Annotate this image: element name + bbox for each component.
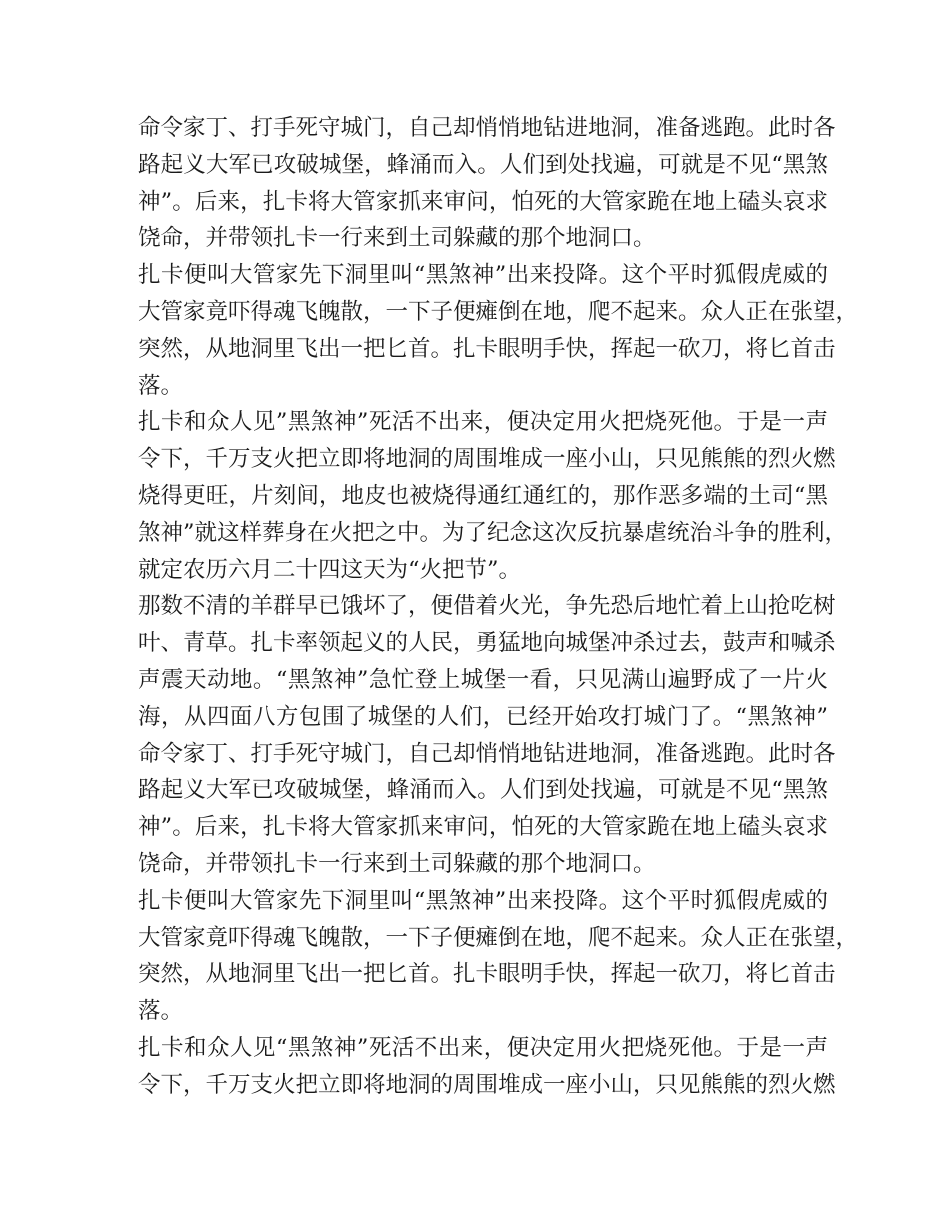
text-line: 煞神”就这样葬身在火把之中。为了纪念这次反抗暴虐统治斗争的胜利， (138, 519, 848, 546)
text-line: 令下，千万支火把立即将地洞的周围堆成一座小山，只见熊熊的烈火燃 (138, 446, 836, 473)
text-line: 扎卡便叫大管家先下洞里叫“黑煞神”出来投降。这个平时狐假虎威的 (138, 887, 828, 914)
text-line: 声震天动地。“黑煞神”急忙登上城堡一看，只见满山遍野成了一片火 (138, 666, 828, 693)
text-line: 命令家丁、打手死守城门，自己却悄悄地钻进地洞，准备逃跑。此时各 (138, 115, 836, 141)
document-body (138, 110, 859, 1104)
text-line: 大管家竟吓得魂飞魄散，一下子便瘫倒在地，爬不起来。众人正在张望， (138, 298, 859, 325)
text-line: 扎卡便叫大管家先下洞里叫“黑煞神”出来投降。这个平时狐假虎威的 (138, 262, 828, 289)
text-line: 那数不清的羊群早已饿坏了，便借着火光，争先恐后地忙着上山抢吃树 (138, 593, 836, 620)
text-line: 海，从四面八方包围了城堡的人们，已经开始攻打城门了。“黑煞神” (138, 703, 828, 730)
text-line: 叶、青草。扎卡率领起义的人民，勇猛地向城堡冲杀过去，鼓声和喊杀 (138, 630, 836, 657)
text-line: 饶命，并带领扎卡一行来到土司躲藏的那个地洞口。 (138, 225, 656, 252)
text-line: 突然，从地洞里飞出一把匕首。扎卡眼明手快，挥起一砍刀，将匕首击 (138, 961, 836, 988)
text-line: 命令家丁、打手死守城门，自己却悄悄地钻进地洞，准备逃跑。此时各 (138, 740, 836, 767)
text-line: 令下，千万支火把立即将地洞的周围堆成一座小山，只见熊熊的烈火燃 (138, 1071, 836, 1098)
text-line: 扎卡和众人见”黑煞神”死活不出来，便决定用火把烧死他。于是一声 (138, 409, 828, 436)
text-line: 扎卡和众人见“黑煞神”死活不出来，便决定用火把烧死他。于是一声 (138, 1034, 828, 1061)
text-line: 神”。后来，扎卡将大管家抓来审问，怕死的大管家跪在地上磕头哀求 (138, 188, 828, 215)
text-line: 饶命，并带领扎卡一行来到土司躲藏的那个地洞口。 (138, 850, 656, 877)
text-line: 落。 (138, 372, 184, 399)
text-line: 突然，从地洞里飞出一把匕首。扎卡眼明手快，挥起一砍刀，将匕首击 (138, 335, 836, 362)
text-line: 神”。后来，扎卡将大管家抓来审问，怕死的大管家跪在地上磕头哀求 (138, 814, 828, 841)
text-line: 大管家竟吓得魂飞魄散，一下子便瘫倒在地，爬不起来。众人正在张望， (138, 924, 859, 951)
text-line: 路起义大军已攻破城堡，蜂涌而入。人们到处找遍，可就是不见“黑煞 (138, 151, 828, 178)
text-line: 路起义大军已攻破城堡，蜂涌而入。人们到处找遍，可就是不见“黑煞 (138, 777, 828, 804)
text-line: 就定农历六月二十四这天为“火把节”。 (138, 556, 522, 583)
text-line: 烧得更旺，片刻间，地皮也被烧得通红通红的，那作恶多端的土司“黑 (138, 482, 828, 509)
text-line: 落。 (138, 998, 184, 1025)
